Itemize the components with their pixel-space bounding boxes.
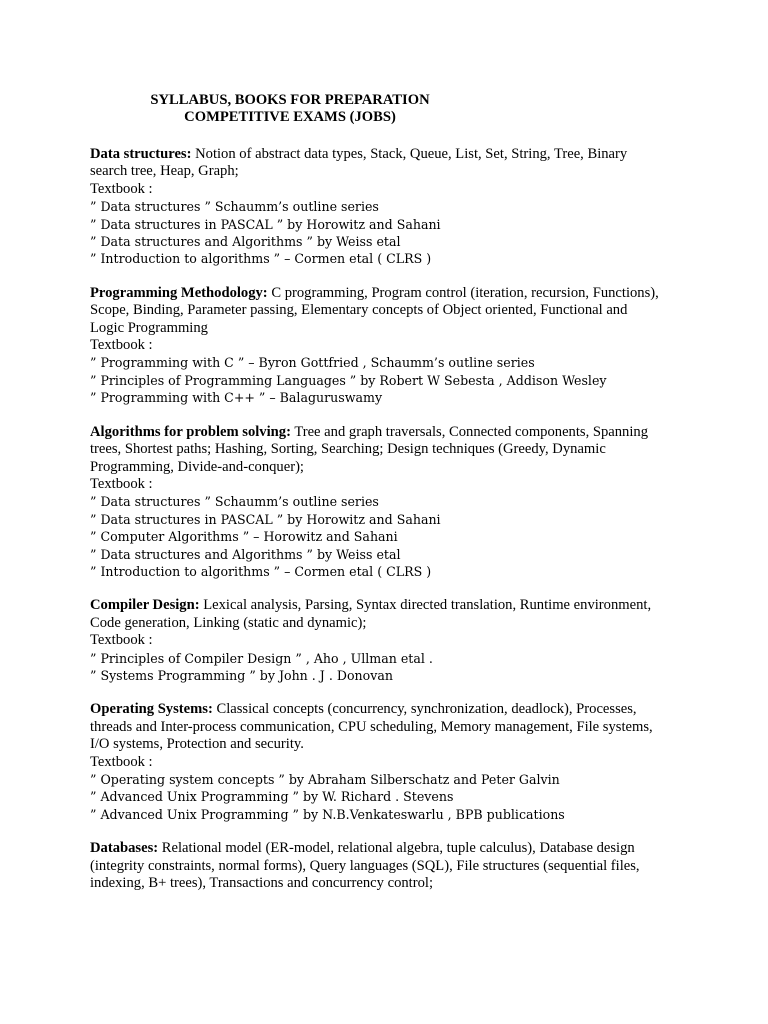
syllabus-section	[90, 840, 690, 892]
textbook-entry: ” Programming with C++ ” – Balaguruswamy	[90, 390, 383, 406]
textbook-entry: ” Data structures ” Schaumm’s outline series	[90, 199, 379, 215]
syllabus-section	[90, 146, 690, 268]
section-description-line	[90, 285, 690, 302]
textbook-entry: ” Principles of Compiler Design ” , Aho , Ullman etal .	[90, 650, 433, 666]
textbook-entry: ” Operating system concepts ” by Abraham Silberschatz and Peter Galvin	[90, 772, 560, 787]
title-line-1: SYLLABUS, BOOKS FOR PREPARATION	[150, 92, 430, 108]
title-line-2: COMPETITIVE EXAMS (JOBS)	[184, 109, 396, 125]
section-description-line: (integrity constraints, normal forms), Query languages (SQL), File structures (sequential files,	[90, 857, 640, 874]
section-description-line	[90, 146, 690, 163]
textbook-entry: ” Data structures and Algorithms ” by Weiss etal	[90, 546, 401, 562]
section-description-line: search tree, Heap, Graph;	[90, 163, 239, 180]
textbook-entry: ” Systems Programming ” by John . J . Donovan	[90, 667, 393, 683]
textbook-label: Textbook :	[90, 632, 153, 649]
section-description-line: trees, Shortest paths; Hashing, Sorting, Searching; Design techniques (Greedy, Dynamic	[90, 441, 606, 458]
textbook-label: Textbook :	[90, 475, 153, 492]
section-description-text: Classical concepts (concurrency, synchronization, deadlock), Processes,	[212, 701, 637, 718]
section-heading: Operating Systems:	[90, 701, 213, 718]
section-heading: Programming Methodology:	[90, 284, 268, 301]
textbook-entry: ” Advanced Unix Programming ” by W. Richard . Stevens	[90, 789, 454, 805]
section-description-line: I/O systems, Protection and security.	[90, 736, 304, 753]
section-description-text: Relational model (ER-model, relational algebra, tuple calculus), Database design	[158, 840, 635, 857]
section-description-line	[90, 424, 690, 441]
textbook-entry: ” Data structures in PASCAL ” by Horowitz and Sahani	[90, 511, 441, 527]
section-description-line: Code generation, Linking (static and dynamic);	[90, 614, 367, 631]
textbook-label: Textbook :	[90, 180, 153, 197]
section-description-line: Scope, Binding, Parameter passing, Elementary concepts of Object oriented, Functional and	[90, 302, 628, 319]
document-page	[90, 92, 690, 892]
section-description-text: Lexical analysis, Parsing, Syntax directed translation, Runtime environment,	[199, 597, 652, 614]
textbook-entry: ” Principles of Programming Languages ” by Robert W Sebesta , Addison Wesley	[90, 372, 607, 388]
section-description-line: Logic Programming	[90, 319, 208, 336]
textbook-entry: ” Computer Algorithms ” – Horowitz and Sahani	[90, 529, 398, 545]
textbook-entry: ” Advanced Unix Programming ” by N.B.Venkateswarlu , BPB publications	[90, 806, 565, 822]
section-heading: Algorithms for problem solving:	[90, 423, 291, 440]
textbook-label: Textbook :	[90, 753, 153, 770]
textbook-entry: ” Data structures and Algorithms ” by Weiss etal	[90, 234, 401, 250]
textbook-label: Textbook :	[90, 337, 153, 354]
syllabus-section	[90, 597, 690, 684]
textbook-entry: ” Introduction to algorithms ” – Cormen etal ( CLRS )	[90, 251, 432, 267]
section-description-line	[90, 597, 690, 614]
section-description-text: C programming, Program control (iteration, recursion, Functions),	[267, 284, 659, 301]
section-heading: Compiler Design:	[90, 597, 200, 614]
textbook-entry: ” Data structures ” Schaumm’s outline series	[90, 494, 379, 510]
syllabus-section	[90, 285, 690, 407]
section-heading: Databases:	[90, 840, 159, 857]
section-description-line: threads and Inter-process communication, CPU scheduling, Memory management, File systems,	[90, 718, 653, 735]
section-description-line: Programming, Divide-and-conquer);	[90, 458, 304, 475]
syllabus-section	[90, 424, 690, 581]
section-description-line: indexing, B+ trees), Transactions and concurrency control;	[90, 875, 433, 892]
syllabus-section	[90, 701, 690, 823]
textbook-entry: ” Programming with C ” – Byron Gottfried , Schaumm’s outline series	[90, 355, 535, 371]
textbook-entry: ” Introduction to algorithms ” – Cormen etal ( CLRS )	[90, 563, 432, 579]
section-heading: Data structures:	[90, 146, 192, 162]
section-description-line	[90, 701, 690, 718]
syllabus-sections	[90, 146, 690, 892]
textbook-entry: ” Data structures in PASCAL ” by Horowitz and Sahani	[90, 216, 441, 232]
section-description-text: Tree and graph traversals, Connected components, Spanning	[290, 423, 649, 440]
document-title	[18, 92, 618, 126]
section-description-text: Notion of abstract data types, Stack, Queue, List, Set, String, Tree, Binary	[191, 146, 628, 162]
section-description-line	[90, 840, 690, 857]
